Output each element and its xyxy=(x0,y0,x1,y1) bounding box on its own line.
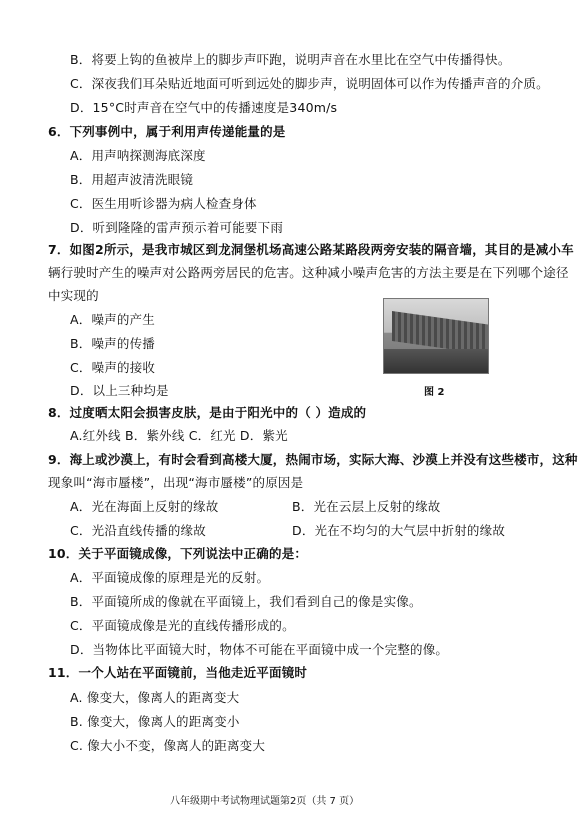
q7-option-d: D．以上三种均是 xyxy=(70,383,169,398)
q7-option-a: A．噪声的产生 xyxy=(70,312,155,327)
q9-option-c: C．光沿直线传播的缘故 xyxy=(70,523,206,538)
q9-option-a: A．光在海面上反射的缘故 xyxy=(70,499,219,514)
q7-option-c: C．噪声的接收 xyxy=(70,360,156,375)
q5-option-b: B．将要上钩的鱼被岸上的脚步声吓跑，说明声音在水里比在空气中传播得快。 xyxy=(70,52,511,67)
question-9-line-2: 现象叫“海市蜃楼”，出现“海市蜃楼”的原因是 xyxy=(48,475,304,490)
question-7-line-1: 7．如图2所示，是我市城区到龙洞堡机场高速公路某路段两旁安装的隔音墙，其目的是减小车 xyxy=(48,242,574,257)
question-7-line-3: 中实现的 xyxy=(48,288,99,303)
q6-option-b: B．用超声波清洗眼镜 xyxy=(70,172,194,187)
question-9-line-1: 9．海上或沙漠上，有时会看到高楼大厦，热闹市场，实际大海、沙漠上并没有这些楼市，这种 xyxy=(48,452,578,467)
q11-option-c: C. 像大小不变，像离人的距离变大 xyxy=(70,738,266,753)
highway-road xyxy=(384,349,488,373)
q6-option-c: C．医生用听诊器为病人检查身体 xyxy=(70,196,257,211)
question-7-line-2: 辆行驶时产生的噪声对公路两旁居民的危害。这种减小噪声危害的方法主要是在下列哪个途径 xyxy=(48,265,569,280)
figure-2-sound-barrier-photo xyxy=(383,298,489,374)
q9-option-d: D．光在不均匀的大气层中折射的缘故 xyxy=(292,523,506,538)
question-10: 10．关于平面镜成像，下列说法中正确的是： xyxy=(48,546,308,561)
page-footer: 八年级期中考试物理试题第2页（共 7 页） xyxy=(170,796,360,807)
q6-option-a: A．用声呐探测海底深度 xyxy=(70,148,206,163)
q10-option-b: B．平面镜所成的像就在平面镜上，我们看到自己的像是实像。 xyxy=(70,594,422,609)
q5-option-c: C．深夜我们耳朵贴近地面可听到远处的脚步声，说明固体可以作为传播声音的介质。 xyxy=(70,76,549,91)
question-11: 11．一个人站在平面镜前，当他走近平面镜时 xyxy=(48,665,308,680)
question-6: 6．下列事例中，属于利用声传递能量的是 xyxy=(48,124,286,139)
q11-option-a: A. 像变大，像离人的距离变大 xyxy=(70,690,240,705)
figure-caption: 图 2 xyxy=(424,387,445,398)
q10-option-d: D．当物体比平面镜大时，物体不可能在平面镜中成一个完整的像。 xyxy=(70,642,449,657)
q10-option-c: C．平面镜成像是光的直线传播形成的。 xyxy=(70,618,295,633)
question-8: 8．过度晒太阳会损害皮肤，是由于阳光中的（ ）造成的 xyxy=(48,405,367,420)
q6-option-d: D．听到隆隆的雷声预示着可能要下雨 xyxy=(70,220,284,235)
q5-option-d: D．15°C时声音在空气中的传播速度是340m/s xyxy=(70,100,338,115)
q8-options: A.红外线 B．紫外线 C．红光 D．紫光 xyxy=(70,428,288,443)
q9-option-b: B．光在云层上反射的缘故 xyxy=(292,499,441,514)
q10-option-a: A．平面镜成像的原理是光的反射。 xyxy=(70,570,270,585)
q7-option-b: B．噪声的传播 xyxy=(70,336,155,351)
sound-barrier-wall xyxy=(392,311,488,354)
q11-option-b: B. 像变大，像离人的距离变小 xyxy=(70,714,240,729)
